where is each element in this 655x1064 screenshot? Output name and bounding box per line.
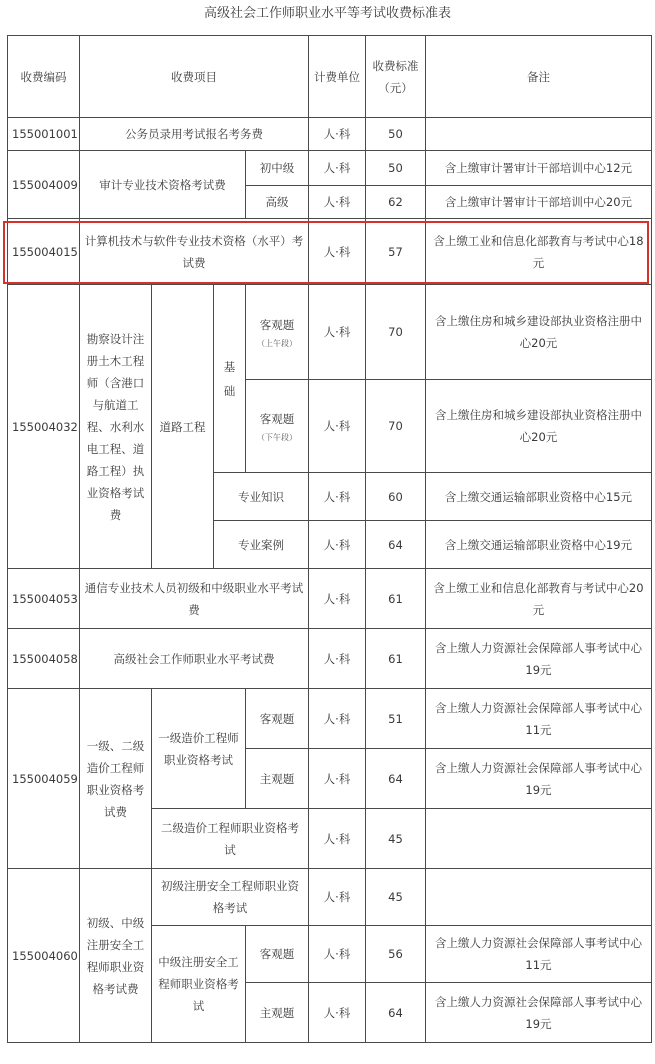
fee-note: 含上缴人力资源社会保障部人事考试中心19元 — [426, 629, 652, 689]
fee-code: 155004053 — [8, 569, 80, 629]
fee-unit: 人·科 — [309, 869, 366, 926]
fee-code: 155004059 — [8, 689, 80, 869]
fee-amount: 45 — [366, 809, 426, 869]
fee-subitem: 初级注册安全工程师职业资格考试 — [152, 869, 309, 926]
fee-code: 155004015 — [8, 219, 80, 285]
fee-subitem: 一级造价工程师职业资格考试 — [152, 689, 246, 809]
fee-code: 155001001 — [8, 118, 80, 151]
fee-amount: 70 — [366, 380, 426, 473]
table-row — [8, 118, 652, 151]
fee-code: 155004058 — [8, 629, 80, 689]
fee-amount: 50 — [366, 118, 426, 151]
fee-amount: 57 — [366, 219, 426, 285]
fee-amount: 50 — [366, 151, 426, 186]
fee-unit: 人·科 — [309, 809, 366, 869]
fee-code: 155004060 — [8, 869, 80, 1043]
fee-note — [426, 869, 652, 926]
fee-item: 公务员录用考试报名考务费 — [80, 118, 309, 151]
fee-amount: 64 — [366, 521, 426, 569]
fee-note: 含上缴人力资源社会保障部人事考试中心11元 — [426, 926, 652, 983]
fee-part: 主观题 — [246, 749, 309, 809]
fee-base-label: 基础 — [223, 359, 236, 398]
fee-note: 含上缴工业和信息化部教育与考试中心18元 — [426, 219, 652, 285]
fee-amount: 51 — [366, 689, 426, 749]
fee-note — [426, 118, 652, 151]
table-row — [8, 689, 652, 749]
fee-code: 155004032 — [8, 285, 80, 569]
fee-unit: 人·科 — [309, 629, 366, 689]
fee-amount: 61 — [366, 629, 426, 689]
fee-amount: 56 — [366, 926, 426, 983]
fee-note: 含上缴审计署审计干部培训中心20元 — [426, 186, 652, 219]
fee-code: 155004009 — [8, 151, 80, 219]
fee-unit: 人·科 — [309, 186, 366, 219]
fee-subitem: 中级注册安全工程师职业资格考试 — [152, 926, 246, 1043]
fee-part: 主观题 — [246, 983, 309, 1043]
fee-note: 含上缴住房和城乡建设部执业资格注册中心20元 — [426, 380, 652, 473]
fee-note: 含上缴工业和信息化部教育与考试中心20元 — [426, 569, 652, 629]
fee-unit: 人·科 — [309, 749, 366, 809]
table-row — [8, 151, 652, 186]
fee-amount: 61 — [366, 569, 426, 629]
fee-unit: 人·科 — [309, 569, 366, 629]
fee-level: 高级 — [246, 186, 309, 219]
fee-amount: 64 — [366, 983, 426, 1043]
table-row-highlighted — [8, 219, 652, 285]
header-standard: 收费标准（元） — [366, 36, 426, 118]
header-note: 备注 — [426, 36, 652, 118]
header-code: 收费编码 — [8, 36, 80, 118]
fee-standard-table — [7, 35, 652, 1043]
fee-note: 含上缴审计署审计干部培训中心12元 — [426, 151, 652, 186]
table-row — [8, 285, 652, 380]
fee-item: 一级、二级造价工程师职业资格考试费 — [80, 689, 152, 869]
fee-note: 含上缴住房和城乡建设部执业资格注册中心20元 — [426, 285, 652, 380]
fee-part — [246, 380, 309, 473]
fee-unit: 人·科 — [309, 219, 366, 285]
fee-part: 二级造价工程师职业资格考试 — [152, 809, 309, 869]
fee-unit: 人·科 — [309, 521, 366, 569]
fee-unit: 人·科 — [309, 118, 366, 151]
fee-note: 含上缴交通运输部职业资格中心19元 — [426, 521, 652, 569]
fee-note: 含上缴人力资源社会保障部人事考试中心11元 — [426, 689, 652, 749]
fee-part — [246, 285, 309, 380]
fee-item: 审计专业技术资格考试费 — [80, 151, 246, 219]
fee-item: 初级、中级注册安全工程师职业资格考试费 — [80, 869, 152, 1043]
fee-item: 计算机技术与软件专业技术资格（水平）考试费 — [80, 219, 309, 285]
fee-part: 专业案例 — [214, 521, 309, 569]
fee-base — [214, 285, 246, 473]
table-row — [8, 629, 652, 689]
fee-part-label: 客观题 — [259, 412, 295, 426]
fee-amount: 64 — [366, 749, 426, 809]
fee-level: 初中级 — [246, 151, 309, 186]
table-title: 高级社会工作师职业水平等考试收费标准表 — [203, 6, 451, 21]
fee-item: 高级社会工作师职业水平考试费 — [80, 629, 309, 689]
fee-amount: 62 — [366, 186, 426, 219]
fee-note: 含上缴人力资源社会保障部人事考试中心19元 — [426, 983, 652, 1043]
fee-part-sublabel: （下午段） — [257, 433, 297, 442]
table-row — [8, 569, 652, 629]
fee-amount: 70 — [366, 285, 426, 380]
fee-unit: 人·科 — [309, 983, 366, 1043]
fee-item: 通信专业技术人员初级和中级职业水平考试费 — [80, 569, 309, 629]
fee-part: 客观题 — [246, 689, 309, 749]
fee-unit: 人·科 — [309, 689, 366, 749]
header-item: 收费项目 — [80, 36, 309, 118]
table-row — [8, 869, 652, 926]
fee-amount: 45 — [366, 869, 426, 926]
fee-unit: 人·科 — [309, 380, 366, 473]
fee-note — [426, 809, 652, 869]
fee-amount: 60 — [366, 473, 426, 521]
header-unit: 计费单位 — [309, 36, 366, 118]
fee-item: 勘察设计注册土木工程师（含港口与航道工程、水利水电工程、道路工程）执业资格考试费 — [80, 285, 152, 569]
fee-unit: 人·科 — [309, 926, 366, 983]
header-row — [8, 36, 652, 118]
fee-note: 含上缴交通运输部职业资格中心15元 — [426, 473, 652, 521]
fee-part: 客观题 — [246, 926, 309, 983]
fee-subitem: 道路工程 — [152, 285, 214, 569]
fee-part-label: 客观题 — [259, 318, 295, 332]
fee-note: 含上缴人力资源社会保障部人事考试中心19元 — [426, 749, 652, 809]
fee-unit: 人·科 — [309, 285, 366, 380]
fee-part-sublabel: （上午段） — [257, 339, 297, 348]
fee-unit: 人·科 — [309, 473, 366, 521]
fee-part: 专业知识 — [214, 473, 309, 521]
fee-unit: 人·科 — [309, 151, 366, 186]
